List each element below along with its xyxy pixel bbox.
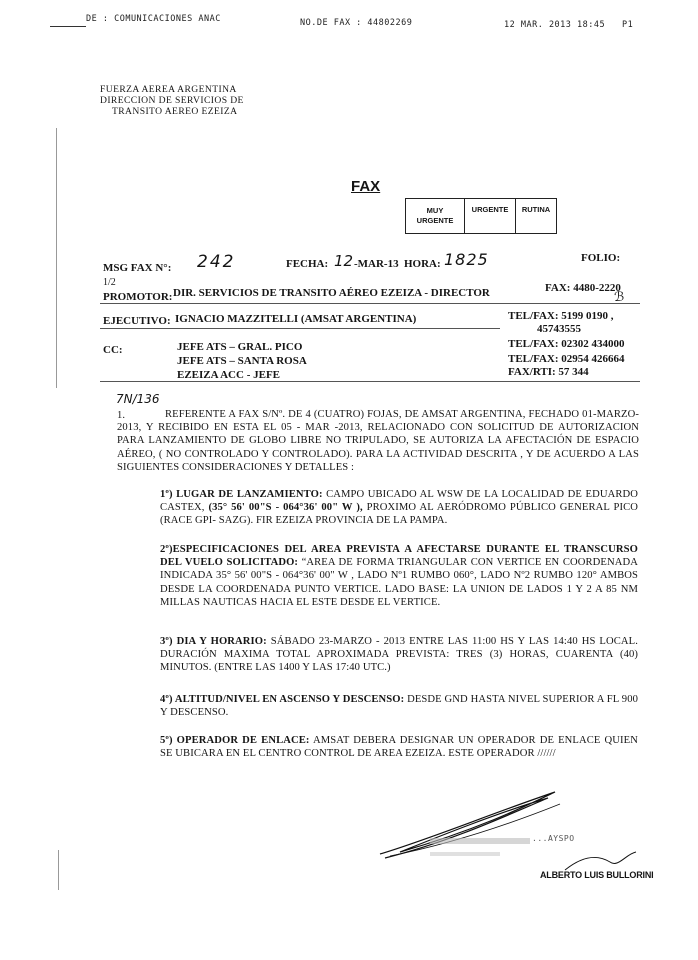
ejecutivo-tel-2: 45743555 [537, 323, 581, 335]
ejecutivo-value: IGNACIO MAZZITELLI (AMSAT ARGENTINA) [175, 313, 417, 325]
scan-edge-mark-lower [58, 850, 59, 890]
point-3 [160, 635, 638, 675]
point-4-heading: 4º) ALTITUD/NIVEL EN ASCENSO Y DESCENSO: [160, 694, 405, 705]
promotor-value: DIR. SERVICIOS DE TRANSITO AÉREO EZEIZA - DIRECTOR [173, 287, 490, 299]
point-2 [160, 543, 638, 609]
fax-header-from: DE : COMUNICACIONES ANAC [86, 14, 221, 24]
org-line-2: DIRECCION DE SERVICIOS DE [100, 95, 244, 106]
point-1 [160, 488, 638, 528]
intro-text: REFERENTE A FAX S/Nº. DE 4 (CUATRO) FOJAS, DE AMSAT ARGENTINA, FECHADO 01-MARZO-2013, Y RECIBIDO EN ESTA EL 05 - MAR -2013, RELACIONADO CON SOLICITUD DE AUTORIZACION PARA LANZAMIENTO DE GLOBO LIBRE NO TRIPULADO, SE AUTORIZA LA AFECTACIÓN DE ESPACIO AÉREO, ( NO CONTROLADO Y CONTROLADO). PARA LA ACTIVIDAD DESCRITA , Y DE ACUERDO A LAS SIGUIENTES CONSIDERACIONES Y DETALLES : [117, 409, 639, 473]
point-1-text-b: PROXIMO AL AERÓDROMO PÚBLICO GENERAL PICO (RACE GPI- SAZG). FIR EZEIZA PROVINCIA DE LA PAMPA. [160, 502, 638, 527]
fax-header-page: P1 [622, 20, 634, 30]
hora-label: HORA: [404, 258, 441, 270]
fecha-label: FECHA: [286, 258, 329, 270]
point-3-text: SÁBADO 23-MARZO - 2013 ENTRE LAS 11:00 HS Y LAS 14:40 HS LOCAL. DURACIÓN MAXIMA TOTAL APROXIMADA PREVISTA: TRES (3) HORAS, CUARENTA (40) MINUTOS. (ENTRE LAS 1400 Y LAS 17:40 UTC.) [160, 636, 638, 674]
point-5-heading: 5º) OPERADOR DE ENLACE: [160, 735, 310, 746]
page-fraction: 1/2 [103, 277, 116, 288]
initials-mark: ℬ [614, 290, 625, 305]
promotor-label: PROMOTOR: [103, 291, 173, 303]
fax-header-rule [50, 26, 86, 27]
cc-item-1-tel: TEL/FAX: 02302 434000 [508, 338, 625, 350]
point-5-text: AMSAT DEBERA DESIGNAR UN OPERADOR DE ENLACE QUIEN SE UBICARA EN EL CENTRO CONTROL DE AREA EZEIZA. ESTE OPERADOR ////// [160, 735, 638, 760]
point-3-heading: 3º) DIA Y HORARIO: [160, 636, 267, 647]
msg-fax-label: MSG FAX N°: [103, 262, 172, 274]
cc-item-2: JEFE ATS – SANTA ROSA [177, 355, 307, 367]
msg-row-underline [100, 303, 640, 304]
stamp-fragment: ...AYSPO [532, 834, 575, 843]
fecha-day: 12 [334, 252, 354, 270]
fax-header-number: NO.DE FAX : 44802269 [300, 18, 413, 28]
priority-urgente: URGENTE [465, 199, 516, 234]
fax-header-datetime: 12 MAR. 2013 18:45 [504, 20, 606, 30]
point-4-text: DESDE GND HASTA NIVEL SUPERIOR A FL 900 Y DESCENSO. [160, 694, 638, 719]
point-5 [160, 734, 638, 760]
signatory-name: ALBERTO LUIS BULLORINI [540, 870, 654, 880]
fecha-month: -MAR-13 [354, 258, 399, 270]
hora-time: 1825 [444, 250, 489, 269]
priority-muy-urgente: MUY URGENTE [406, 199, 465, 234]
folio-label: FOLIO: [581, 252, 621, 264]
scan-edge-mark [56, 128, 57, 388]
cc-item-2-tel: TEL/FAX: 02954 426664 [508, 353, 625, 365]
promotor-fax: FAX: 4480-2220 [545, 282, 621, 294]
cc-item-1: JEFE ATS – GRAL. PICO [177, 341, 303, 353]
ejecutivo-underline [100, 328, 500, 329]
margin-note: 7N/136 [116, 392, 160, 406]
point-4 [160, 693, 638, 719]
stamp-smudge [430, 838, 530, 844]
intro-paragraph [117, 408, 639, 474]
point-2-text: “AREA DE FORMA TRIANGULAR CON VERTICE EN COORDENADA INDICADA 35° 56' 00"S - 064°36' 00" W , LADO Nº1 RUMBO 060°, LADO Nº2 RUMBO 120° AMBOS DESDE LA COORDENADA PUNTO VERTICE. LADO BASE: LA UNION DE LADOS 1 Y 2 A 85 NM MILLAS NAUTICAS HACIA EL ESTE DESDE EL VERTICE. [160, 557, 638, 608]
stamp-smudge-2 [430, 852, 500, 856]
ejecutivo-label: EJECUTIVO: [103, 315, 171, 327]
cc-item-3: EZEIZA ACC - JEFE [177, 369, 280, 381]
point-1-heading: 1º) LUGAR DE LANZAMIENTO: [160, 489, 323, 500]
msg-fax-number: 242 [197, 252, 236, 272]
priority-table [405, 198, 557, 234]
document-title: FAX [351, 178, 381, 195]
cc-underline [100, 381, 640, 382]
ejecutivo-tel: TEL/FAX: 5199 0190 , [508, 310, 614, 322]
cc-item-3-tel: FAX/RTI: 57 344 [508, 366, 589, 378]
point-1-coords: (35° 56' 00"S - 064°36' 00" W ), [208, 502, 363, 514]
point-2-heading: 2º)ESPECIFICACIONES DEL AREA PREVISTA A AFECTARSE DURANTE EL TRANSCURSO DEL VUELO SOLICITADO: [160, 544, 638, 569]
org-header [100, 84, 244, 117]
point-1-text-a: CAMPO UBICADO AL WSW DE LA LOCALIDAD DE EDUARDO CASTEX, [160, 489, 638, 514]
org-line-3: TRANSITO AEREO EZEIZA [112, 106, 238, 117]
priority-rutina: RUTINA [516, 199, 557, 234]
intro-number: 1. [117, 410, 126, 421]
cc-label: CC: [103, 344, 123, 356]
org-line-1: FUERZA AEREA ARGENTINA [100, 84, 237, 95]
